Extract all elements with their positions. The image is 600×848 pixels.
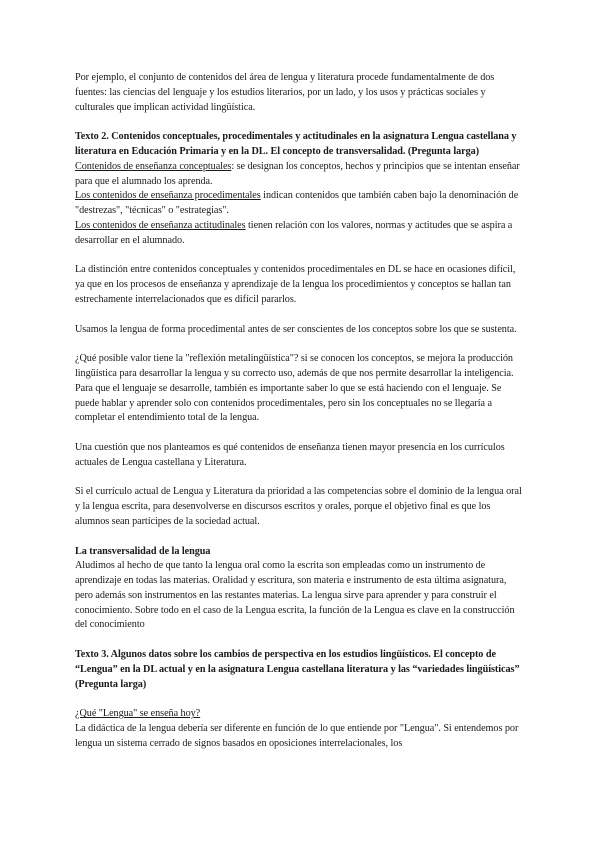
texto2-heading: Texto 2. Contenidos conceptuales, procedimentales y actitudinales en la asignatura Lengua castellana y literatura en Educación Primaria y en la DL. El concepto de transversalidad. (Pregunta larga) [75,131,517,157]
term-actitudinales: Los contenidos de enseñanza actitudinales [75,219,246,231]
texto2-para-distincion: La distinción entre contenidos conceptuales y contenidos procedimentales en DL se hace en ocasiones difícil, ya que en los procesos de enseñanza y aprendizaje de la lengua los procedimientos y conceptos se hallan tan estrechamente interrelacionados que es difícil pararlos. [75,264,516,305]
transversalidad-heading: La transversalidad de la lengua [75,545,211,557]
texto2-para-cuestion: Una cuestión que nos planteamos es qué contenidos de enseñanza tienen mayor presencia en los currículos actuales de Lengua castellana y Literatura. [75,441,505,468]
texto2-para-reflexion: ¿Qué posible valor tiene la "reflexión metalingüística"? si se conocen los conceptos, se mejora la producción lingüística para desarrollar la lengua y su correcto uso, además de que nos permite desarrollar la inteligencia. Para que el lenguaje se desarrolle, también es importante saber lo que se está haciendo con el lenguaje. Se puede hablar y aprender solo con contenidos procedimentales, pero sin los conceptuales no se llegaría a completar el entendimiento total de la lengua. [75,353,514,424]
texto2-item-conceptuales [75,160,525,190]
texto2-item-procedimentales [75,189,525,219]
transversalidad-paragraph: Aludimos al hecho de que tanto la lengua oral como la escrita son empleadas como un instrumento de aprendizaje en todas las materias. Oralidad y escritura, son materia e instrumento de esta última asignatura, pero además son instrumentos en las restantes materias. La lengua sirve para aprender y para construir el conocimiento. Sobre todo en el caso de la Lengua escrita, la función de la Lengua es clave en la construcción del conocimiento [75,560,515,631]
texto2-para-usamos: Usamos la lengua de forma procedimental antes de ser conscientes de los conceptos sobre los que se sustenta. [75,323,517,335]
def-actitudinales: tienen relación con los valores, normas y actitudes que se aspira a desarrollar en el alumnado. [75,219,513,246]
term-conceptuales: Contenidos de enseñanza conceptuales [75,160,232,172]
def-conceptuales: : se designan los conceptos, hechos y principios que se intentan enseñar para que el alumnado los aprenda. [75,160,520,187]
document-page [75,71,525,752]
term-procedimentales: Los contenidos de enseñanza procedimentales [75,190,261,202]
texto2-item-actitudinales [75,219,525,249]
texto3-question: ¿Qué "Lengua" se enseña hoy? [75,708,201,720]
texto3-heading: Texto 3. Algunos datos sobre los cambios de perspectiva en los estudios lingüísticos. El concepto de “Lengua” en la DL actual y en la asignatura Lengua castellana literatura y las “variedades lingüísticas” (Pregunta larga) [75,649,520,690]
def-procedimentales: indican contenidos que también caben bajo la denominación de "destrezas", "técnicas" o "estrategias". [75,190,519,217]
texto3-para-didactica: La didáctica de la lengua debería ser diferente en función de lo que entiende por "Lengua". Si entendemos por lengua un sistema cerrado de signos basados en oposiciones interrelacionales, los [75,723,519,749]
texto2-para-curriculo: Si el currículo actual de Lengua y Literatura da prioridad a las competencias sobre el dominio de la lengua oral y la lengua escrita, para desenvolverse en discursos escritos y orales, porque el objetivo final es que los alumnos sean partícipes de la sociedad actual. [75,486,522,527]
intro-paragraph: Por ejemplo, el conjunto de contenidos del área de lengua y literatura procede fundamentalmente de dos fuentes: las ciencias del lenguaje y los estudios literarios, por un lado, y los usos y prácticas sociales y culturales que implican actividad lingüística. [75,72,495,113]
